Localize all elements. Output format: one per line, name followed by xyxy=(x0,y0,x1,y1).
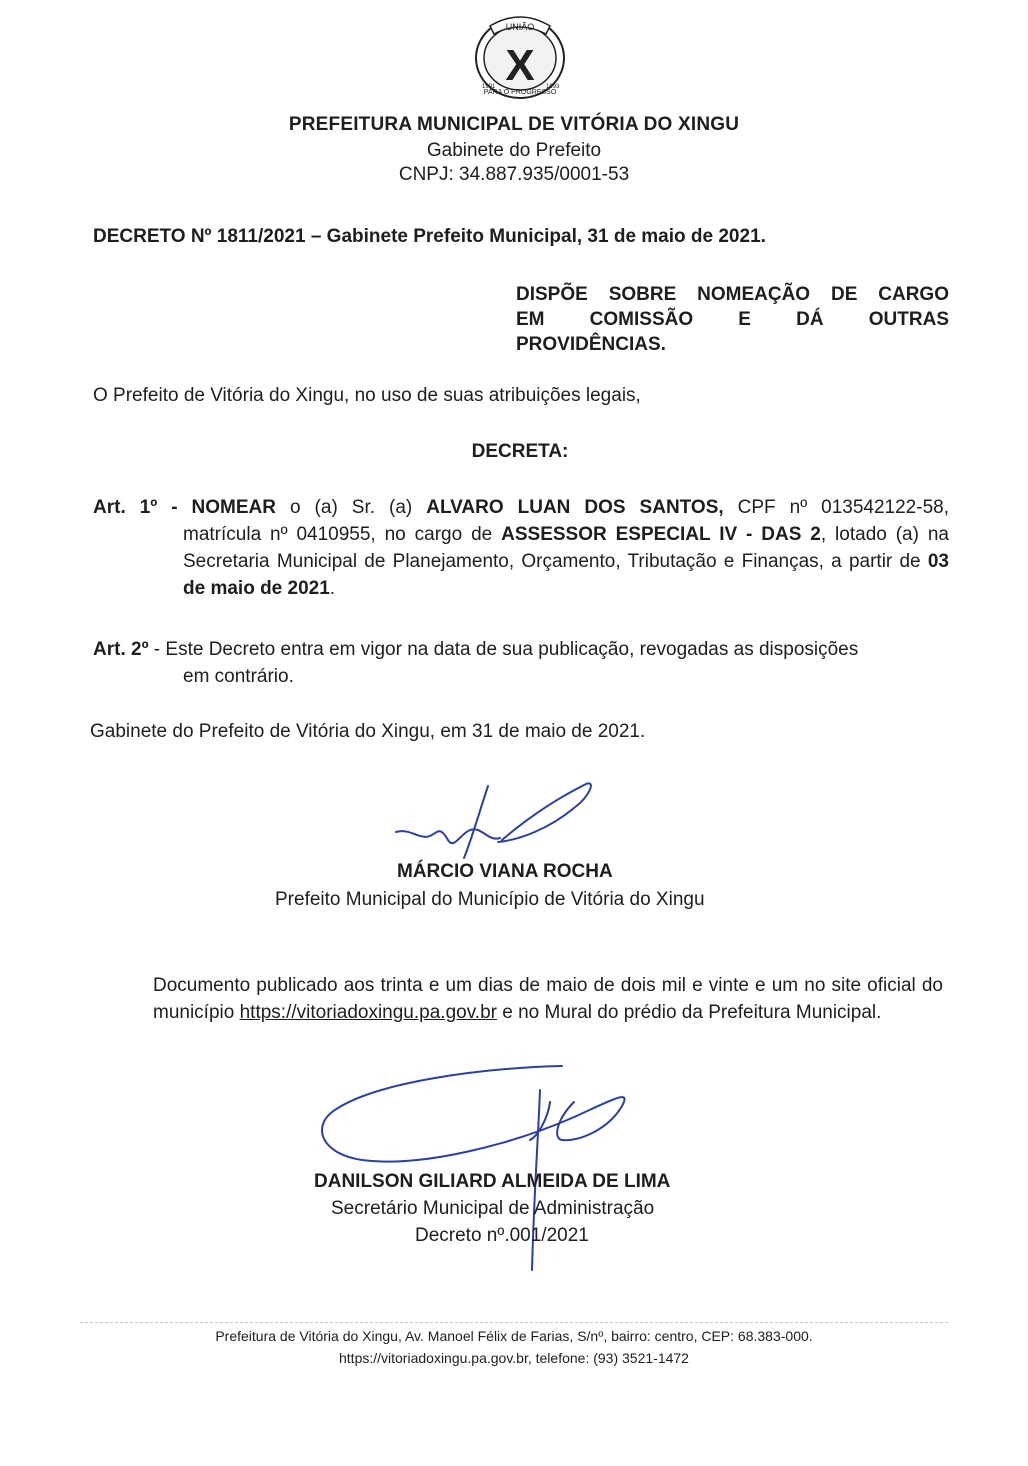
municipal-site-link[interactable]: https://vitoriadoxingu.pa.gov.br xyxy=(239,1002,497,1023)
cnpj-number: CNPJ: 34.887.935/0001-53 xyxy=(398,164,630,185)
article-1-label: Art. 1º - xyxy=(93,497,178,518)
seal-top-text: UNIÃO xyxy=(505,22,535,32)
seal-right-year: 1993 xyxy=(546,84,560,90)
publication-text-1: Documento publicado aos trinta e um dias de maio de dois mil e vinte e um no site oficial do município xyxy=(153,975,943,1023)
decree-summary xyxy=(516,282,949,357)
decreta-heading: DECRETA: xyxy=(471,441,569,462)
seal-left-year: 1991 xyxy=(482,84,496,90)
article-2 xyxy=(93,636,949,690)
article-2-text-2: em contrário. xyxy=(183,666,294,687)
seal-ring-text: PARA O PROGRESSO xyxy=(483,89,557,96)
article-2-label: Art. 2º xyxy=(93,639,149,660)
secretary-decree: Decreto nº.001/2021 xyxy=(415,1225,589,1246)
municipal-seal-icon xyxy=(468,8,572,104)
preamble: O Prefeito de Vitória do Xingu, no uso de suas atribuições legais, xyxy=(93,385,641,406)
municipality-title: PREFEITURA MUNICIPAL DE VITÓRIA DO XINGU xyxy=(288,114,740,135)
summary-line-1: DISPÕE SOBRE NOMEAÇÃO DE CARGO xyxy=(516,284,949,305)
appointee-name: ALVARO LUAN DOS SANTOS, xyxy=(426,497,724,518)
appointee-cpf: CPF nº 013542122-58, xyxy=(723,497,949,518)
summary-line-3: PROVIDÊNCIAS. xyxy=(516,334,666,355)
article-1-end: . xyxy=(329,578,336,599)
footer-address: Prefeitura de Vitória do Xingu, Av. Manoel Félix de Farias, S/nº, bairro: centro, CEP: 68.383-000. xyxy=(215,1328,813,1344)
article-1 xyxy=(93,494,949,602)
footer-contact: https://vitoriadoxingu.pa.gov.br, telefone: (93) 3521-1472 xyxy=(339,1350,689,1366)
publication-note xyxy=(153,972,943,1026)
seal-center-letter: X xyxy=(505,41,535,90)
appointee-department: , lotado (a) na Secretaria Municipal de Planejamento, Orçamento, Tributação e Finanças, a partir de xyxy=(183,524,949,572)
article-1-verb: NOMEAR xyxy=(191,497,276,518)
decree-title: DECRETO Nº 1811/2021 – Gabinete Prefeito Municipal, 31 de maio de 2021. xyxy=(93,226,766,247)
appointee-registration: matrícula nº 0410955, no cargo de xyxy=(183,524,502,545)
secretary-title: Secretário Municipal de Administração xyxy=(331,1198,655,1219)
mayor-title: Prefeito Municipal do Município de Vitória do Xingu xyxy=(275,889,705,910)
appointee-role: ASSESSOR ESPECIAL IV - DAS 2 xyxy=(501,524,821,545)
closing-place-date: Gabinete do Prefeito de Vitória do Xingu, em 31 de maio de 2021. xyxy=(90,721,646,742)
office-name: Gabinete do Prefeito xyxy=(426,140,602,161)
footer-divider xyxy=(80,1322,948,1323)
article-2-text-1: - Este Decreto entra em vigor na data de sua publicação, revogadas as disposições xyxy=(148,639,859,660)
summary-line-2: EM COMISSÃO E DÁ OUTRAS xyxy=(516,309,949,330)
publication-text-2: e no Mural do prédio da Prefeitura Municipal. xyxy=(496,1002,882,1023)
article-1-text-1: o (a) Sr. (a) xyxy=(276,497,427,518)
mayor-name: MÁRCIO VIANA ROCHA xyxy=(397,861,613,882)
secretary-name: DANILSON GILIARD ALMEIDA DE LIMA xyxy=(314,1171,671,1192)
appointment-date: 03 de maio de 2021 xyxy=(183,551,949,599)
